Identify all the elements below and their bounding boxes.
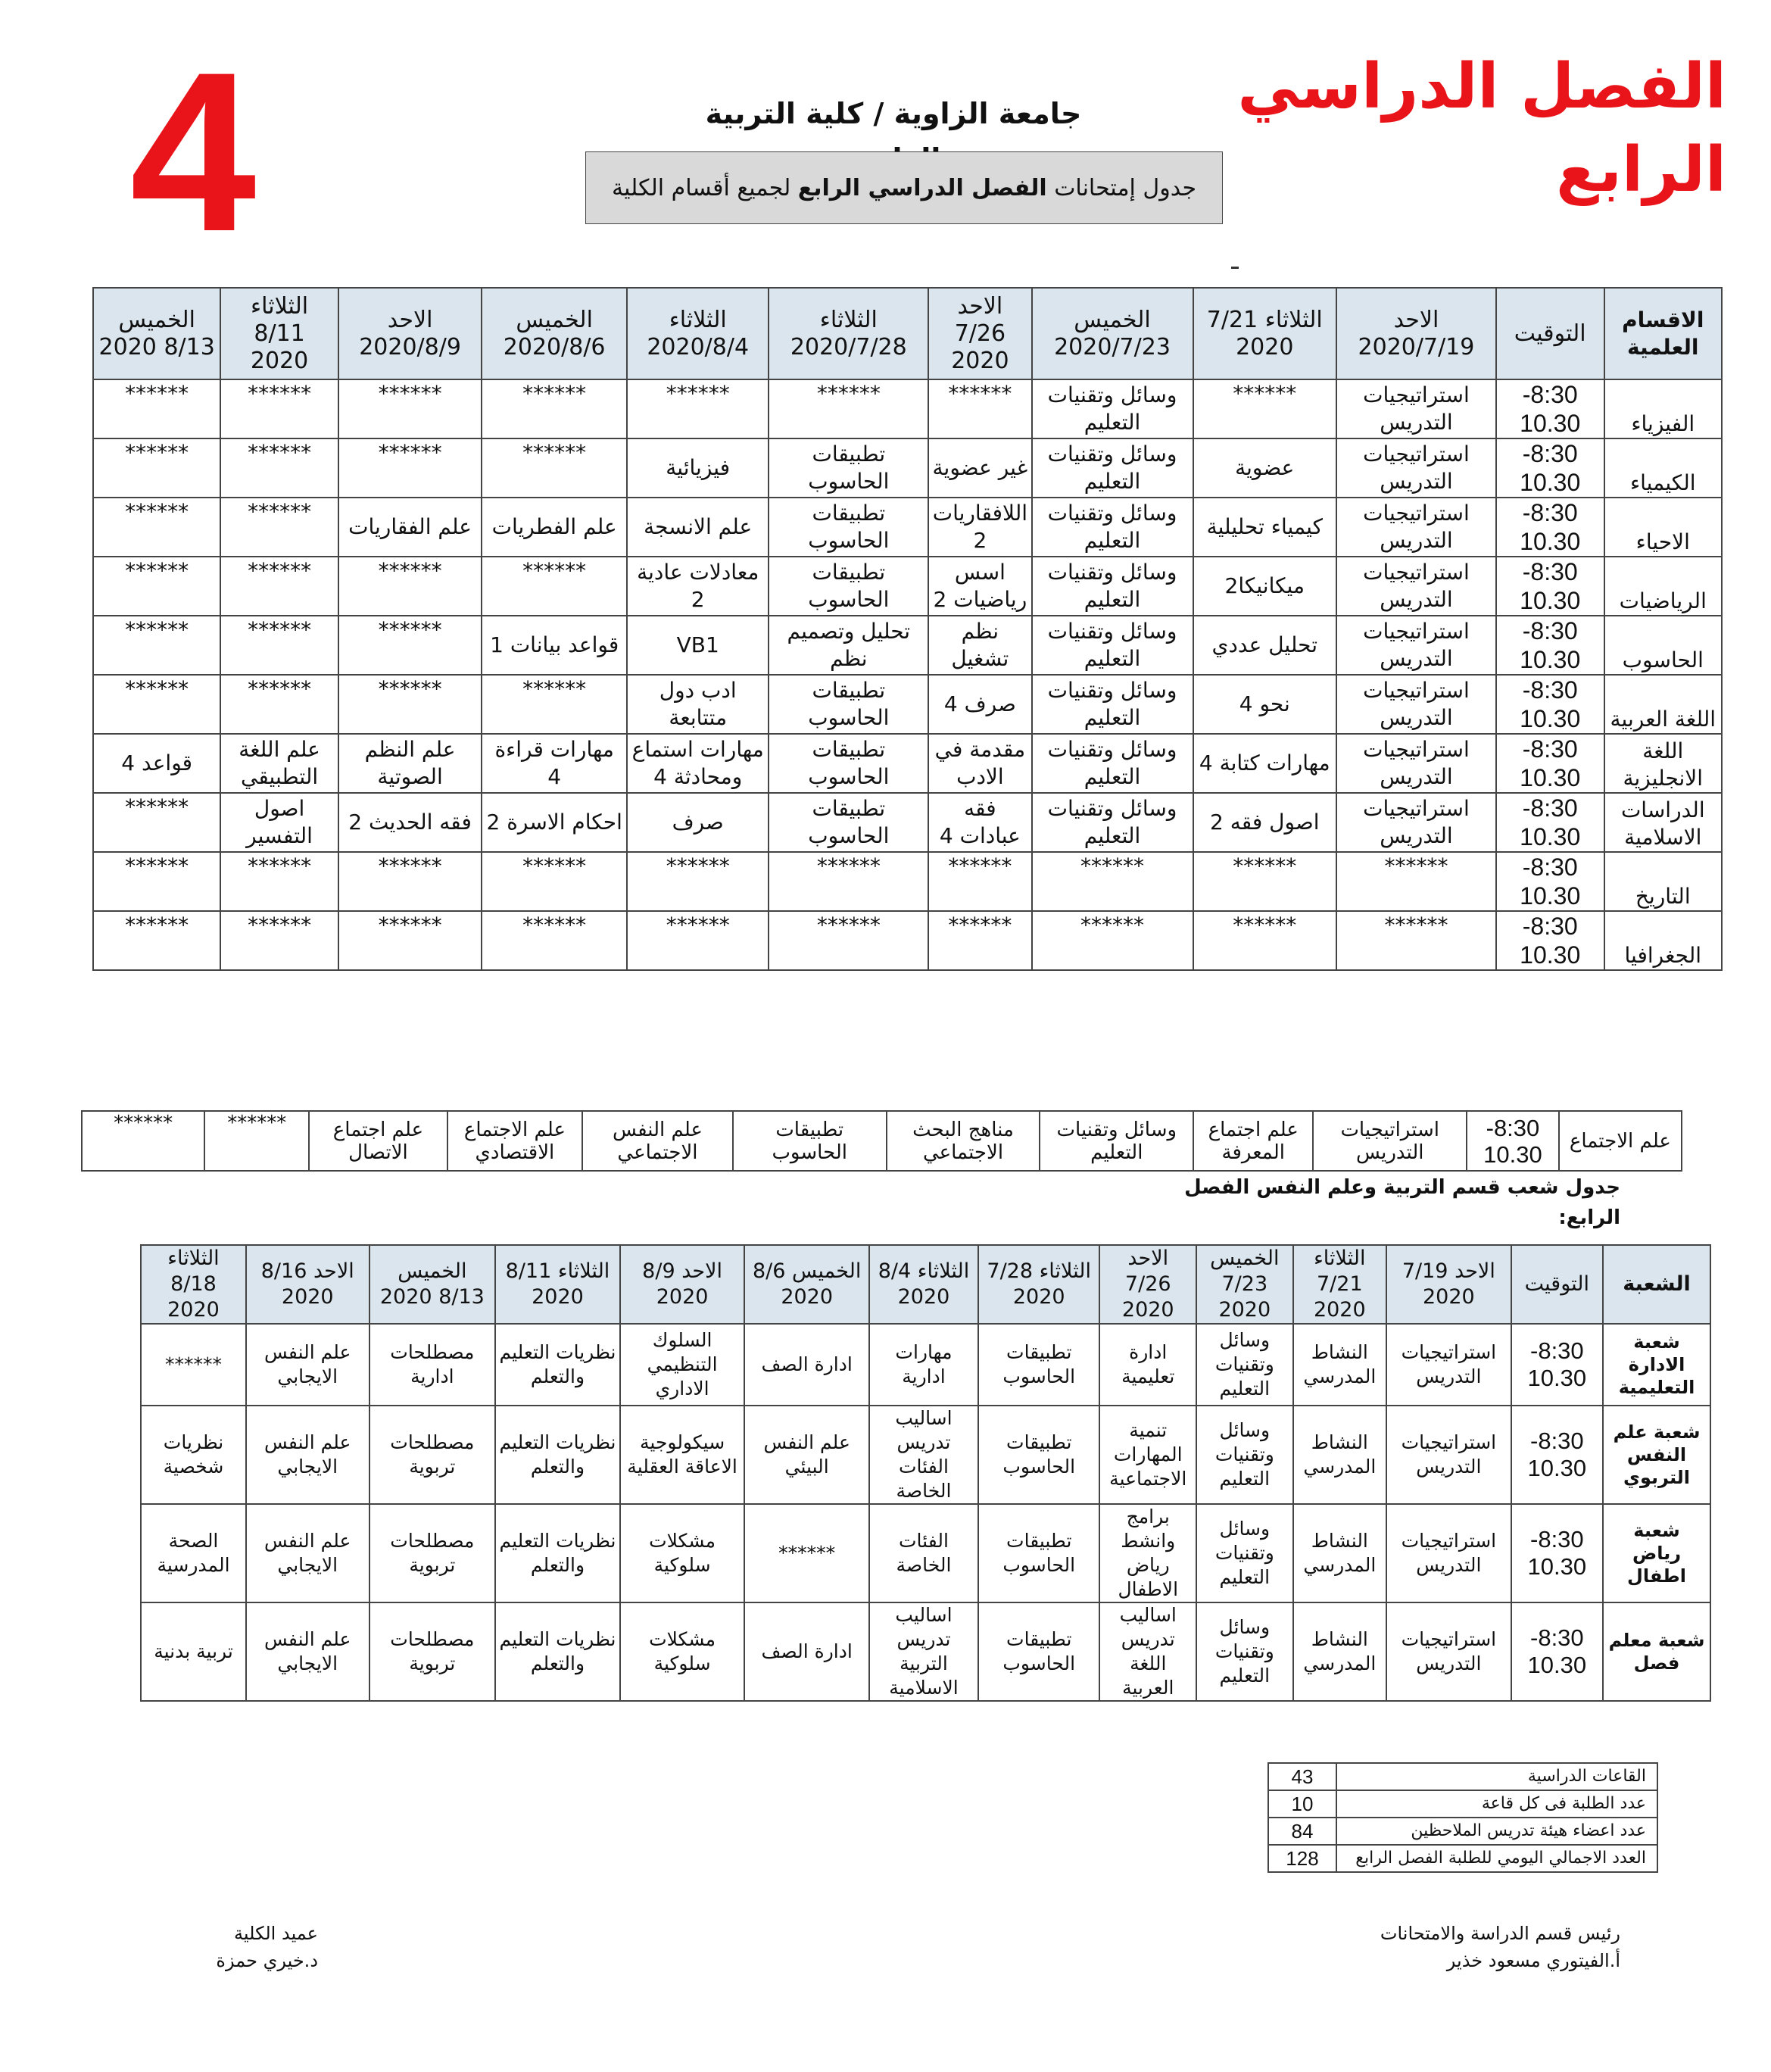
exam-cell: النشاط المدرسي xyxy=(1293,1504,1386,1602)
summary-row xyxy=(1268,1818,1657,1845)
dept-cell: الفيزياء xyxy=(1604,379,1722,438)
exam-cell: ****** xyxy=(141,1324,246,1406)
table-header-row xyxy=(141,1245,1710,1324)
exam-cell: مناهج البحث الاجتماعي xyxy=(887,1111,1040,1171)
time-cell: 8:30- 10.30 xyxy=(1496,675,1604,734)
header-dept: الاقسام العلمية xyxy=(1604,288,1722,379)
time-cell: 8:30- 10.30 xyxy=(1496,498,1604,557)
exam-cell: مهارات استماع ومحادثة 4 xyxy=(627,734,769,793)
exam-cell: ****** xyxy=(1032,852,1193,911)
exam-cell: علم الفطريات xyxy=(482,498,627,557)
branch-cell: شعبة رياض اطفال xyxy=(1603,1504,1710,1602)
time-cell: 8:30- 10.30 xyxy=(1496,438,1604,498)
exam-cell: استراتيجيات التدريس xyxy=(1336,675,1496,734)
table-row xyxy=(93,438,1722,498)
signature-exams-head xyxy=(1325,1920,1620,1974)
summary-row xyxy=(1268,1845,1657,1872)
exam-cell: فقه الحديث 2 xyxy=(338,793,482,852)
header-day: الثلاثاء 7/21 2020 xyxy=(1193,288,1337,379)
exam-cell: تحليل وتصميم نظم xyxy=(769,616,928,675)
exam-cell: ****** xyxy=(482,557,627,616)
header-day: الثلاثاء 2020/7/28 xyxy=(769,288,928,379)
exam-cell: ****** xyxy=(338,379,482,438)
time-cell: 8:30- 10.30 xyxy=(1496,379,1604,438)
header-day: الخميس 2020/7/23 xyxy=(1032,288,1193,379)
header-day: الثلاثاء 8/11 2020 xyxy=(495,1245,620,1324)
table-row xyxy=(93,852,1722,911)
exam-cell: ****** xyxy=(1336,852,1496,911)
exam-cell: علم اللغة التطبيقي xyxy=(220,734,338,793)
exam-cell: ادارة تعليمية xyxy=(1099,1324,1196,1406)
exam-cell: مقدمة في الادب xyxy=(928,734,1031,793)
exam-cell: ****** xyxy=(482,438,627,498)
exam-cell: نظريات شخصية xyxy=(141,1406,246,1504)
exam-cell: ****** xyxy=(93,438,220,498)
header-day: الاحد 8/9 2020 xyxy=(620,1245,745,1324)
header-day: الاحد 8/16 2020 xyxy=(246,1245,369,1324)
exam-cell: اسس رياضيات 2 xyxy=(928,557,1031,616)
exam-cell: علم النفس الاجتماعي xyxy=(582,1111,733,1171)
exam-cell: اساليب تدريس اللغة العربية xyxy=(1099,1602,1196,1701)
exam-cell: ****** xyxy=(93,498,220,557)
exam-cell: ****** xyxy=(1193,379,1337,438)
exam-cell: وسائل وتقنيات التعليم xyxy=(1032,793,1193,852)
signature-title: رئيس قسم الدراسة والامتحانات xyxy=(1380,1923,1620,1944)
branch-cell: شعبة الادارة التعليمية xyxy=(1603,1324,1710,1406)
dept-cell: الكيمياء xyxy=(1604,438,1722,498)
time-cell: 8:30- 10.30 xyxy=(1511,1406,1603,1504)
subtitle-post: لجميع أقسام الكلية xyxy=(612,175,798,201)
exam-cell: اصول التفسير xyxy=(220,793,338,852)
dept-cell: الحاسوب xyxy=(1604,616,1722,675)
exam-cell: مشكلات سلوكية xyxy=(620,1504,745,1602)
exam-cell: صرف 4 xyxy=(928,675,1031,734)
exam-cell: ****** xyxy=(338,852,482,911)
time-cell: 8:30- 10.30 xyxy=(1496,734,1604,793)
exam-cell: وسائل وتقنيات التعليم xyxy=(1196,1504,1293,1602)
exam-cell: ****** xyxy=(220,379,338,438)
exam-cell: ****** xyxy=(482,911,627,970)
header-day: الخميس 8/13 2020 xyxy=(93,288,220,379)
branches-caption: جدول شعب قسم التربية وعلم النفس الفصل الرابع: xyxy=(1184,1176,1620,1229)
exam-cell: وسائل وتقنيات التعليم xyxy=(1032,438,1193,498)
time-cell: 8:30- 10.30 xyxy=(1511,1602,1603,1701)
exam-cell: ميكانيكا2 xyxy=(1193,557,1337,616)
exam-cell: مصطلحات تربوية xyxy=(369,1504,496,1602)
exam-cell: علم النفس الايجابي xyxy=(246,1324,369,1406)
exam-cell: ****** xyxy=(93,379,220,438)
exam-cell: ****** xyxy=(93,557,220,616)
exam-cell: مصطلحات تربوية xyxy=(369,1602,496,1701)
table-row xyxy=(93,498,1722,557)
exam-cell: تحليل عددي xyxy=(1193,616,1337,675)
exam-cell: تطبيقات الحاسوب xyxy=(978,1324,1099,1406)
exam-cell: تطبيقات الحاسوب xyxy=(769,675,928,734)
exam-cell: علم الانسجة xyxy=(627,498,769,557)
table-header-row xyxy=(93,288,1722,379)
header-time: التوقيت xyxy=(1496,288,1604,379)
summary-value: 84 xyxy=(1268,1818,1336,1845)
exam-cell: عضوية xyxy=(1193,438,1337,498)
dept-cell: الاحياء xyxy=(1604,498,1722,557)
exam-cell: ****** xyxy=(769,911,928,970)
header-day: الاحد 7/26 2020 xyxy=(928,288,1031,379)
exam-cell: استراتيجيات التدريس xyxy=(1336,734,1496,793)
exam-cell: تربية بدنية xyxy=(141,1602,246,1701)
exam-cell: نظم تشغيل xyxy=(928,616,1031,675)
exam-cell: وسائل وتقنيات التعليم xyxy=(1196,1406,1293,1504)
header-branch: الشعبة xyxy=(1603,1245,1710,1324)
exam-cell: ****** xyxy=(82,1111,204,1171)
exam-cell: ****** xyxy=(769,379,928,438)
exam-cell: ****** xyxy=(220,557,338,616)
exam-cell: ****** xyxy=(928,852,1031,911)
header-day: الاحد 7/26 2020 xyxy=(1099,1245,1196,1324)
exam-cell: ****** xyxy=(338,911,482,970)
exam-cell: علم الفقاريات xyxy=(338,498,482,557)
header-day: الخميس 7/23 2020 xyxy=(1196,1245,1293,1324)
exam-cell: ****** xyxy=(482,379,627,438)
dept-cell: علم الاجتماع xyxy=(1559,1111,1682,1171)
exam-cell: سيكولوجية الاعاقة العقلية xyxy=(620,1406,745,1504)
summary-value: 10 xyxy=(1268,1790,1336,1818)
header-day: الثلاثاء 7/21 2020 xyxy=(1293,1245,1386,1324)
semester-number: 4 xyxy=(129,24,257,279)
exam-cell: علم النفس الايجابي xyxy=(246,1602,369,1701)
exam-cell: علم الاجتماع الاقتصادي xyxy=(447,1111,582,1171)
exam-cell: الصحة المدرسية xyxy=(141,1504,246,1602)
header-day: الثلاثاء 2020/8/4 xyxy=(627,288,769,379)
exam-cell: ****** xyxy=(1193,852,1337,911)
summary-table-body xyxy=(1268,1763,1657,1872)
exam-cell: النشاط المدرسي xyxy=(1293,1602,1386,1701)
exam-cell: وسائل وتقنيات التعليم xyxy=(1196,1324,1293,1406)
exam-cell: استراتيجيات التدريس xyxy=(1313,1111,1467,1171)
exam-cell: استراتيجيات التدريس xyxy=(1386,1602,1511,1701)
exam-cell: استراتيجيات التدريس xyxy=(1336,498,1496,557)
exam-cell: ****** xyxy=(627,379,769,438)
exam-cell: وسائل وتقنيات التعليم xyxy=(1032,616,1193,675)
time-cell: 8:30- 10.30 xyxy=(1496,616,1604,675)
exam-cell: وسائل وتقنيات التعليم xyxy=(1196,1602,1293,1701)
signature-name: د.خيري حمزة xyxy=(216,1950,318,1971)
exam-cell: وسائل وتقنيات التعليم xyxy=(1032,498,1193,557)
signature-title: عميد الكلية xyxy=(234,1923,318,1944)
exam-cell: ****** xyxy=(220,852,338,911)
exam-cell: تطبيقات الحاسوب xyxy=(769,793,928,852)
header-day: الثلاثاء 8/4 2020 xyxy=(869,1245,978,1324)
exam-cell: السلوك التنظيمي الاداري xyxy=(620,1324,745,1406)
signature-name: أ.الفيتوري مسعود خذير xyxy=(1446,1950,1620,1971)
branches-exam-table xyxy=(140,1244,1711,1702)
exam-cell: ادارة الصف xyxy=(744,1324,869,1406)
exam-cell: ****** xyxy=(482,852,627,911)
exam-cell: علم النفس الايجابي xyxy=(246,1406,369,1504)
exam-cell: ****** xyxy=(744,1504,869,1602)
header-day: الثلاثاء 8/11 2020 xyxy=(220,288,338,379)
header-day: الثلاثاء 8/18 2020 xyxy=(141,1245,246,1324)
exam-cell: ****** xyxy=(93,616,220,675)
exam-cell: تطبيقات الحاسوب xyxy=(733,1111,887,1171)
semester-title: الفصل الدراسي الرابع xyxy=(1237,51,1726,206)
exam-cell: غير عضوية xyxy=(928,438,1031,498)
exam-cell: مصطلحات ادارية xyxy=(369,1324,496,1406)
subtitle-bold: الفصل الدراسي الرابع xyxy=(797,175,1047,201)
exam-cell: VB1 xyxy=(627,616,769,675)
exam-cell: علم النظم الصوتية xyxy=(338,734,482,793)
exam-cell: اصول فقه 2 xyxy=(1193,793,1337,852)
exam-cell: ****** xyxy=(338,557,482,616)
table-row xyxy=(82,1111,1682,1171)
exam-cell: النشاط المدرسي xyxy=(1293,1324,1386,1406)
summary-label: عدد اعضاء هيئة تدريس الملاحظين xyxy=(1336,1818,1657,1845)
exam-cell: برامج وانشط رياض الاطفال xyxy=(1099,1504,1196,1602)
time-cell: 8:30- 10.30 xyxy=(1496,852,1604,911)
exam-cell: تطبيقات الحاسوب xyxy=(769,438,928,498)
departments-table-body xyxy=(93,379,1722,970)
sociology-exam-table xyxy=(81,1110,1682,1172)
summary-row xyxy=(1268,1763,1657,1790)
header-day: الاحد 2020/8/9 xyxy=(338,288,482,379)
exam-cell: تطبيقات الحاسوب xyxy=(769,498,928,557)
summary-row xyxy=(1268,1790,1657,1818)
exam-cell: وسائل وتقنيات التعليم xyxy=(1032,379,1193,438)
exam-cell: علم اجتماع المعرفة xyxy=(1193,1111,1313,1171)
header-day: الاحد 7/19 2020 xyxy=(1386,1245,1511,1324)
exam-cell: علم اجتماع الاتصال xyxy=(309,1111,447,1171)
exam-cell: مصطلحات تربوية xyxy=(369,1406,496,1504)
exam-cell: استراتيجيات التدريس xyxy=(1336,557,1496,616)
exam-cell: ****** xyxy=(627,911,769,970)
time-cell: 8:30- 10.30 xyxy=(1467,1111,1559,1171)
time-cell: 8:30- 10.30 xyxy=(1496,793,1604,852)
exam-cell: ****** xyxy=(220,616,338,675)
branch-cell: شعبة معلم فصل xyxy=(1603,1602,1710,1701)
table-row xyxy=(141,1406,1710,1504)
exam-cell: اساليب تدريس التربية الاسلامية xyxy=(869,1602,978,1701)
signature-dean xyxy=(151,1920,318,1974)
header-time: التوقيت xyxy=(1511,1245,1603,1324)
exam-cell: ادارة الصف xyxy=(744,1602,869,1701)
header-day: الخميس 2020/8/6 xyxy=(482,288,627,379)
exam-cell: ****** xyxy=(1336,911,1496,970)
exam-cell: ****** xyxy=(338,675,482,734)
exam-cell: قواعد 4 xyxy=(93,734,220,793)
exam-cell: استراتيجيات التدريس xyxy=(1386,1324,1511,1406)
dept-cell: الرياضيات xyxy=(1604,557,1722,616)
time-cell: 8:30- 10.30 xyxy=(1511,1324,1603,1406)
branch-cell: شعبة علم النفس التربوي xyxy=(1603,1406,1710,1504)
subtitle-pre: جدول إمتحانات xyxy=(1046,175,1196,201)
exam-cell: ****** xyxy=(338,438,482,498)
exam-cell: ****** xyxy=(769,852,928,911)
table-row xyxy=(93,557,1722,616)
table-row xyxy=(141,1324,1710,1406)
summary-table xyxy=(1267,1762,1658,1873)
exam-cell: نظريات التعليم والتعلم xyxy=(495,1504,620,1602)
exam-cell: استراتيجيات التدريس xyxy=(1336,438,1496,498)
exam-cell: استراتيجيات التدريس xyxy=(1336,379,1496,438)
exam-cell: علم النفس الايجابي xyxy=(246,1504,369,1602)
exam-cell: ****** xyxy=(220,911,338,970)
summary-label: العدد الاجمالي اليومي للطلبة الفصل الرابع xyxy=(1336,1845,1657,1872)
exam-cell: استراتيجيات التدريس xyxy=(1336,616,1496,675)
exam-cell: اساليب تدريس الفئات الخاصة xyxy=(869,1406,978,1504)
header-day: الاحد 2020/7/19 xyxy=(1336,288,1496,379)
exam-cell: مهارات ادارية xyxy=(869,1324,978,1406)
exam-cell: مهارات قراءة 4 xyxy=(482,734,627,793)
exam-cell: ****** xyxy=(928,379,1031,438)
sociology-table-body xyxy=(82,1111,1682,1171)
summary-value: 43 xyxy=(1268,1763,1336,1790)
exam-cell: قواعد بيانات 1 xyxy=(482,616,627,675)
exam-cell: استراتيجيات التدريس xyxy=(1386,1406,1511,1504)
exam-cell: ****** xyxy=(1193,911,1337,970)
header-day: الخميس 8/6 2020 xyxy=(744,1245,869,1324)
exam-cell: ****** xyxy=(627,852,769,911)
decorative-dash xyxy=(1231,267,1239,269)
branches-table-body xyxy=(141,1324,1710,1701)
exam-cell: تنمية المهارات الاجتماعية xyxy=(1099,1406,1196,1504)
exam-cell: ****** xyxy=(93,675,220,734)
exam-cell: ****** xyxy=(93,911,220,970)
exam-cell: ****** xyxy=(338,616,482,675)
table-row xyxy=(93,793,1722,852)
exam-cell: وسائل وتقنيات التعليم xyxy=(1032,675,1193,734)
dept-cell: التاريخ xyxy=(1604,852,1722,911)
table-row xyxy=(93,616,1722,675)
exam-cell: تطبيقات الحاسوب xyxy=(769,557,928,616)
header-day: الخميس 8/13 2020 xyxy=(369,1245,496,1324)
exam-cell: فيزيائية xyxy=(627,438,769,498)
subtitle-box xyxy=(585,151,1223,224)
exam-cell: مهارات كتابة 4 xyxy=(1193,734,1337,793)
exam-cell: ****** xyxy=(220,675,338,734)
departments-exam-table xyxy=(92,287,1723,971)
exam-cell: وسائل وتقنيات التعليم xyxy=(1032,557,1193,616)
table-row xyxy=(141,1602,1710,1701)
table-row xyxy=(93,911,1722,970)
table-row xyxy=(93,379,1722,438)
exam-cell: اللافقاريات 2 xyxy=(928,498,1031,557)
summary-label: عدد الطلبة فى كل قاعة xyxy=(1336,1790,1657,1818)
exam-cell: ****** xyxy=(482,675,627,734)
exam-cell: نظريات التعليم والتعلم xyxy=(495,1324,620,1406)
exam-cell: تطبيقات الحاسوب xyxy=(978,1406,1099,1504)
exam-cell: احكام الاسرة 2 xyxy=(482,793,627,852)
exam-cell: ****** xyxy=(220,498,338,557)
exam-cell: ****** xyxy=(93,793,220,852)
summary-value: 128 xyxy=(1268,1845,1336,1872)
exam-cell: ****** xyxy=(204,1111,309,1171)
summary-label: القاعات الدراسية xyxy=(1336,1763,1657,1790)
exam-cell: ****** xyxy=(928,911,1031,970)
exam-cell: تطبيقات الحاسوب xyxy=(769,734,928,793)
exam-cell: نحو 4 xyxy=(1193,675,1337,734)
exam-cell: ****** xyxy=(1032,911,1193,970)
table-row xyxy=(141,1504,1710,1602)
dept-cell: اللغة الانجليزية xyxy=(1604,734,1722,793)
exam-cell: ادب دول متتابعة xyxy=(627,675,769,734)
exam-cell: صرف xyxy=(627,793,769,852)
exam-cell: ****** xyxy=(220,438,338,498)
exam-cell: معادلات عادية 2 xyxy=(627,557,769,616)
table-row xyxy=(93,675,1722,734)
exam-cell: علم النفس البيئي xyxy=(744,1406,869,1504)
time-cell: 8:30- 10.30 xyxy=(1496,557,1604,616)
exam-cell: نظريات التعليم والتعلم xyxy=(495,1406,620,1504)
dept-cell: الجغرافيا xyxy=(1604,911,1722,970)
dept-cell: الدراسات الاسلامية xyxy=(1604,793,1722,852)
exam-cell: النشاط المدرسي xyxy=(1293,1406,1386,1504)
exam-cell: فقه عبادات 4 xyxy=(928,793,1031,852)
university-title: جامعة الزاوية / كلية التربية xyxy=(705,97,1082,130)
dept-cell: اللغة العربية xyxy=(1604,675,1722,734)
time-cell: 8:30- 10.30 xyxy=(1496,911,1604,970)
table-row xyxy=(93,734,1722,793)
exam-cell: نظريات التعليم والتعلم xyxy=(495,1602,620,1701)
exam-cell: الفئات الخاصة xyxy=(869,1504,978,1602)
exam-cell: استراتيجيات التدريس xyxy=(1336,793,1496,852)
exam-cell: تطبيقات الحاسوب xyxy=(978,1602,1099,1701)
exam-cell: استراتيجيات التدريس xyxy=(1386,1504,1511,1602)
exam-cell: مشكلات سلوكية xyxy=(620,1602,745,1701)
exam-cell: كيمياء تحليلية xyxy=(1193,498,1337,557)
exam-cell: وسائل وتقنيات التعليم xyxy=(1040,1111,1193,1171)
time-cell: 8:30- 10.30 xyxy=(1511,1504,1603,1602)
exam-cell: تطبيقات الحاسوب xyxy=(978,1504,1099,1602)
header-day: الثلاثاء 7/28 2020 xyxy=(978,1245,1099,1324)
exam-cell: وسائل وتقنيات التعليم xyxy=(1032,734,1193,793)
exam-cell: ****** xyxy=(93,852,220,911)
